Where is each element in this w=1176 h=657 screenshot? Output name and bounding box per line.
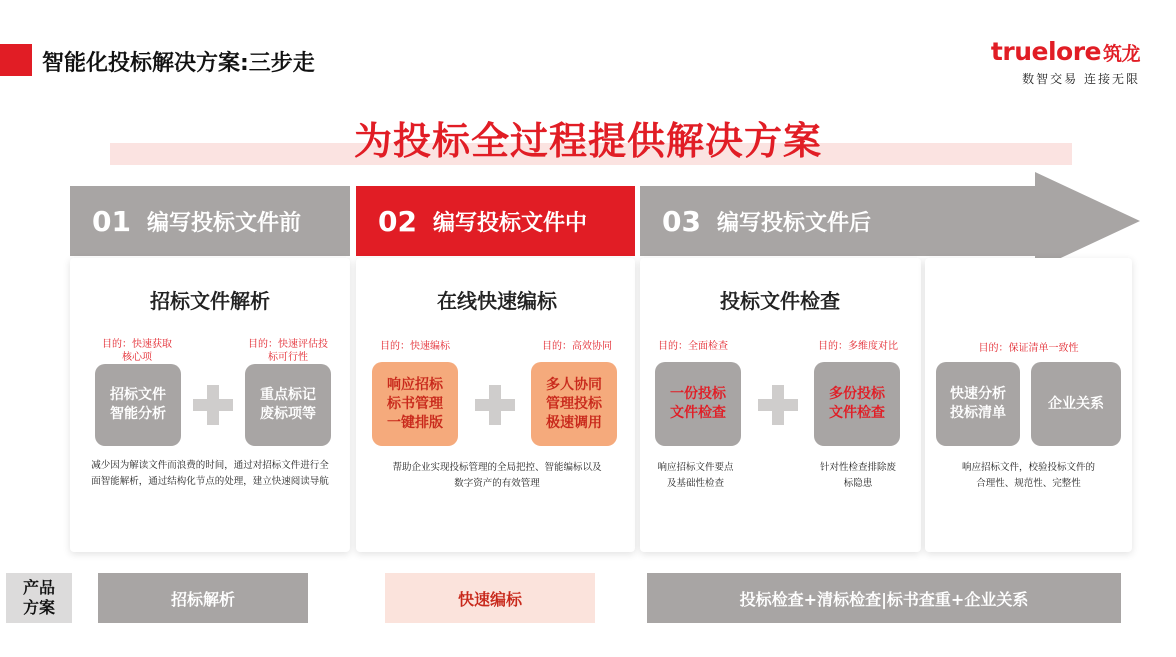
goal-label: 目的：快速获取 核心项 (102, 339, 172, 363)
feature-key-marking: 重点标记 废标项等 (245, 364, 331, 446)
goal-label: 目的：保证清单一致性 (978, 343, 1079, 354)
card-description: 响应招标文件要点 及基础性检查 (657, 462, 734, 489)
feature-multi-check: 多份投标 文件检查 (814, 362, 900, 446)
feature-bill-analysis: 快速分析 投标清单 (936, 362, 1020, 446)
card-tender-analysis (70, 258, 350, 552)
product-check-suite: 投标检查+清标检查|标书查重+企业关系 (647, 573, 1121, 623)
card-description: 针对性检查排除废 标隐患 (819, 462, 896, 489)
step-band-1 (70, 186, 350, 256)
plus-icon (475, 385, 515, 425)
step-label: 编写投标文件前 (146, 210, 301, 236)
step-number: 02 (378, 204, 417, 238)
step-label: 编写投标文件中 (432, 210, 587, 236)
logo-cn: 筑龙 (1102, 43, 1140, 65)
product-label: 产品 方案 (6, 573, 72, 623)
goal-label: 目的：快速编标 (380, 341, 450, 352)
step-number: 03 (662, 204, 701, 238)
plus-icon (193, 385, 233, 425)
product-tender-analysis: 招标解析 (98, 573, 308, 623)
goal-label: 目的：全面检查 (658, 341, 728, 352)
card-online-editing (356, 258, 635, 552)
feature-smart-analysis: 招标文件 智能分析 (95, 364, 181, 446)
goal-label: 目的：高效协同 (542, 341, 612, 352)
feature-single-check: 一份投标 文件检查 (655, 362, 741, 446)
step-label: 编写投标文件后 (716, 210, 871, 236)
goal-label: 目的：多维度对比 (818, 341, 898, 352)
card-title: 投标文件检查 (720, 289, 840, 313)
plus-icon (758, 385, 798, 425)
card-description: 减少因为解读文件而浪费的时间，通过对招标文件进行全 面智能解析，通过结构化节点的处理，建立快速阅读导航 (91, 460, 329, 487)
product-fast-editing: 快速编标 (385, 573, 595, 623)
step-band-2 (356, 186, 635, 256)
goal-label: 目的：快速评估投 标可行性 (248, 339, 328, 363)
card-title: 在线快速编标 (437, 289, 557, 313)
logo-wordmark: truelore (990, 37, 1101, 66)
step-number: 01 (92, 204, 131, 238)
card-bid-check (640, 258, 921, 552)
feature-collaboration: 多人协同 管理投标 极速调用 (531, 362, 617, 446)
headline: 为投标全过程提供解决方案 (353, 119, 822, 163)
step-band-3 (640, 186, 940, 256)
card-title: 招标文件解析 (150, 289, 270, 313)
card-description: 响应招标文件，校验投标文件的 合理性、规范性、完整性 (961, 462, 1095, 489)
logo-tagline: 数智交易 连接无限 (1022, 72, 1140, 86)
card-consistency (925, 258, 1132, 552)
slide-title: 智能化投标解决方案:三步走 (42, 51, 315, 76)
feature-one-click-layout: 响应招标 标书管理 一键排版 (372, 362, 458, 446)
feature-enterprise-relation: 企业关系 (1031, 362, 1121, 446)
card-description: 帮助企业实现投标管理的全局把控、智能编标以及 数字资产的有效管理 (392, 462, 602, 489)
